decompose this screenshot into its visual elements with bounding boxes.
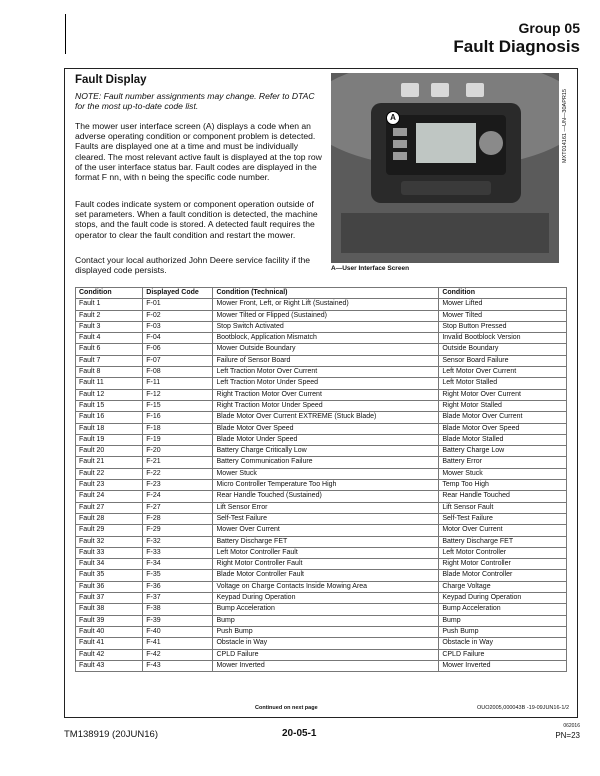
page-header [453,20,580,57]
table-cell: Lift Sensor Fault [439,502,567,513]
table-cell: Right Motor Over Current [439,389,567,400]
table-cell: Fault 4 [76,333,143,344]
table-cell: Stop Switch Activated [213,321,439,332]
table-cell: Obstacle in Way [213,638,439,649]
table-cell: Fault 40 [76,626,143,637]
table-cell: Fault 1 [76,299,143,310]
table-cell: F-07 [143,355,213,366]
table-cell: Battery Communication Failure [213,457,439,468]
image-caption: A—User Interface Screen [331,265,410,272]
table-row [76,615,567,626]
table-cell: Temp Too High [439,480,567,491]
table-row [76,434,567,445]
table-cell: Voltage on Charge Contacts Inside Mowing Area [213,581,439,592]
table-cell: F-28 [143,513,213,524]
table-cell: Fault 28 [76,513,143,524]
table-cell: Bump [439,615,567,626]
table-row [76,378,567,389]
table-cell: Battery Discharge FET [213,536,439,547]
table-cell: Fault 34 [76,559,143,570]
section-title: Fault Display [75,74,147,86]
table-cell: F-43 [143,660,213,671]
table-row [76,525,567,536]
table-cell: Bump [213,615,439,626]
table-cell: Battery Discharge FET [439,536,567,547]
table-cell: Bump Acceleration [439,604,567,615]
table-cell: Fault 15 [76,400,143,411]
table-cell: Fault 23 [76,480,143,491]
fault-table [75,287,567,672]
table-cell: Battery Error [439,457,567,468]
table-cell: Mower Front, Left, or Right Lift (Sustained) [213,299,439,310]
table-cell: Fault 18 [76,423,143,434]
table-cell: F-03 [143,321,213,332]
table-cell: Invalid Bootblock Version [439,333,567,344]
table-cell: F-27 [143,502,213,513]
group-label: Group 05 [518,20,580,36]
table-cell: Push Bump [213,626,439,637]
table-row [76,660,567,671]
table-header-row [76,288,567,299]
table-row [76,604,567,615]
table-cell: Battery Charge Low [439,446,567,457]
table-cell: Mower Lifted [439,299,567,310]
table-row [76,389,567,400]
table-cell: Charge Voltage [439,581,567,592]
table-row [76,502,567,513]
table-cell: Fault 2 [76,310,143,321]
table-row [76,400,567,411]
table-cell: F-02 [143,310,213,321]
table-cell: Right Traction Motor Under Speed [213,400,439,411]
table-row [76,367,567,378]
callout-a: A [386,111,400,125]
col-displayed-code: Displayed Code [143,288,213,299]
paragraph-1: The mower user interface screen (A) displays a code when an adverse operating condition or component problem is detected. Faults are displayed one at a time and must be individually cleared. The most relevant active fault is displayed at the top row of the user interface status bar. Fault codes are displayed in the format F nn, with n being the specific code number. [75,121,322,183]
table-cell: Fault 12 [76,389,143,400]
table-cell: Motor Over Current [439,525,567,536]
table-cell: Mower Over Current [213,525,439,536]
table-cell: Stop Button Pressed [439,321,567,332]
table-row [76,536,567,547]
table-row [76,581,567,592]
table-cell: Outside Boundary [439,344,567,355]
table-cell: Left Traction Motor Over Current [213,367,439,378]
table-row [76,649,567,660]
footer-date: 062016 [563,723,580,729]
table-cell: Right Traction Motor Over Current [213,389,439,400]
table-cell: Blade Motor Stalled [439,434,567,445]
table-cell: F-21 [143,457,213,468]
table-cell: F-11 [143,378,213,389]
table-cell: Bump Acceleration [213,604,439,615]
table-cell: Fault 37 [76,593,143,604]
table-cell: Right Motor Stalled [439,400,567,411]
table-cell: Blade Motor Over Current EXTREME (Stuck Blade) [213,412,439,423]
col-condition-technical: Condition (Technical) [213,288,439,299]
table-cell: Blade Motor Under Speed [213,434,439,445]
table-row [76,559,567,570]
table-cell: F-35 [143,570,213,581]
col-condition: Condition [76,288,143,299]
table-row [76,423,567,434]
table-row [76,344,567,355]
table-row [76,491,567,502]
table-cell: Bootblock, Application Mismatch [213,333,439,344]
table-cell: F-06 [143,344,213,355]
page-number: 20-05-1 [282,728,317,739]
table-cell: Blade Motor Controller [439,570,567,581]
table-cell: F-29 [143,525,213,536]
table-row [76,638,567,649]
table-cell: Micro Controller Temperature Too High [213,480,439,491]
table-cell: F-38 [143,604,213,615]
table-cell: Failure of Sensor Board [213,355,439,366]
table-cell: Fault 24 [76,491,143,502]
table-cell: F-39 [143,615,213,626]
table-cell: F-22 [143,468,213,479]
table-cell: Fault 43 [76,660,143,671]
table-cell: F-12 [143,389,213,400]
table-cell: Push Bump [439,626,567,637]
table-cell: Fault 35 [76,570,143,581]
table-cell: Obstacle in Way [439,638,567,649]
table-cell: Fault 21 [76,457,143,468]
table-cell: F-42 [143,649,213,660]
table-row [76,480,567,491]
table-cell: Keypad During Operation [213,593,439,604]
table-row [76,593,567,604]
table-cell: Right Motor Controller [439,559,567,570]
table-cell: Sensor Board Failure [439,355,567,366]
table-cell: Fault 27 [76,502,143,513]
manual-number: TM138919 (20JUN16) [64,729,158,740]
table-cell: F-08 [143,367,213,378]
table-cell: Fault 16 [76,412,143,423]
fault-display-section [64,68,578,718]
table-row [76,570,567,581]
table-cell: Keypad During Operation [439,593,567,604]
table-cell: F-41 [143,638,213,649]
table-cell: Fault 32 [76,536,143,547]
table-cell: F-18 [143,423,213,434]
table-cell: Mower Stuck [213,468,439,479]
table-cell: Lift Sensor Error [213,502,439,513]
reference-code: OUO2005,000043B -19-09JUN16-1/2 [476,705,569,711]
table-cell: F-33 [143,547,213,558]
table-cell: Left Motor Stalled [439,378,567,389]
col-condition-short: Condition [439,288,567,299]
table-cell: Fault 36 [76,581,143,592]
table-cell: Mower Tilted [439,310,567,321]
table-cell: Blade Motor Over Speed [213,423,439,434]
table-cell: Right Motor Controller Fault [213,559,439,570]
table-cell: Mower Inverted [213,660,439,671]
table-row [76,626,567,637]
table-cell: Left Motor Over Current [439,367,567,378]
table-cell: Fault 22 [76,468,143,479]
table-cell: Left Motor Controller Fault [213,547,439,558]
table-cell: Rear Handle Touched (Sustained) [213,491,439,502]
table-row [76,355,567,366]
table-cell: Left Traction Motor Under Speed [213,378,439,389]
table-cell: Blade Motor Over Speed [439,423,567,434]
table-row [76,468,567,479]
table-cell: CPLD Failure [213,649,439,660]
table-cell: Blade Motor Over Current [439,412,567,423]
table-cell: F-36 [143,581,213,592]
table-row [76,547,567,558]
page-title: Fault Diagnosis [453,37,580,56]
table-cell: Fault 38 [76,604,143,615]
table-cell: Fault 8 [76,367,143,378]
table-cell: F-20 [143,446,213,457]
table-row [76,333,567,344]
table-cell: F-15 [143,400,213,411]
table-cell: Fault 33 [76,547,143,558]
table-cell: Fault 19 [76,434,143,445]
table-cell: Mower Tilted or Flipped (Sustained) [213,310,439,321]
table-cell: F-23 [143,480,213,491]
table-cell: Fault 6 [76,344,143,355]
table-cell: Self-Test Failure [213,513,439,524]
table-cell: F-40 [143,626,213,637]
table-row [76,310,567,321]
table-cell: F-24 [143,491,213,502]
table-cell: Self-Test Failure [439,513,567,524]
table-cell: F-34 [143,559,213,570]
table-cell: Fault 39 [76,615,143,626]
table-row [76,446,567,457]
table-cell: F-16 [143,412,213,423]
table-cell: Fault 41 [76,638,143,649]
table-cell: Rear Handle Touched [439,491,567,502]
paragraph-2: Fault codes indicate system or component operation outside of set parameters. When a fault condition is detected, the machine stops, and the fault code is stored. A detected fault requires the operator to clear the fault condition and restart the mower. [75,199,318,240]
table-row [76,513,567,524]
table-cell: Left Motor Controller [439,547,567,558]
table-cell: Fault 20 [76,446,143,457]
table-cell: Mower Outside Boundary [213,344,439,355]
table-row [76,299,567,310]
header-rule [65,14,66,54]
table-cell: Fault 11 [76,378,143,389]
continued-note: Continued on next page [255,705,318,711]
table-body [76,299,567,672]
table-row [76,321,567,332]
table-cell: Fault 3 [76,321,143,332]
image-id: MXT014161 —UN—30APR15 [562,89,568,163]
table-cell: F-32 [143,536,213,547]
table-cell: F-04 [143,333,213,344]
table-cell: F-37 [143,593,213,604]
table-cell: CPLD Failure [439,649,567,660]
table-cell: Fault 29 [76,525,143,536]
table-cell: Fault 7 [76,355,143,366]
table-cell: Battery Charge Critically Low [213,446,439,457]
paragraph-3: Contact your local authorized John Deere service facility if the displayed code persists. [75,255,311,276]
table-cell: Fault 42 [76,649,143,660]
table-cell: Mower Inverted [439,660,567,671]
table-cell: F-19 [143,434,213,445]
footer-pn: PN=23 [555,731,580,740]
table-row [76,412,567,423]
table-cell: F-01 [143,299,213,310]
table-cell: Mower Stuck [439,468,567,479]
note-text: NOTE: Fault number assignments may change. Refer to DTAC for the most up-to-date code list. [75,91,315,111]
table-cell: Blade Motor Controller Fault [213,570,439,581]
user-interface-photo [331,73,559,263]
table-row [76,457,567,468]
